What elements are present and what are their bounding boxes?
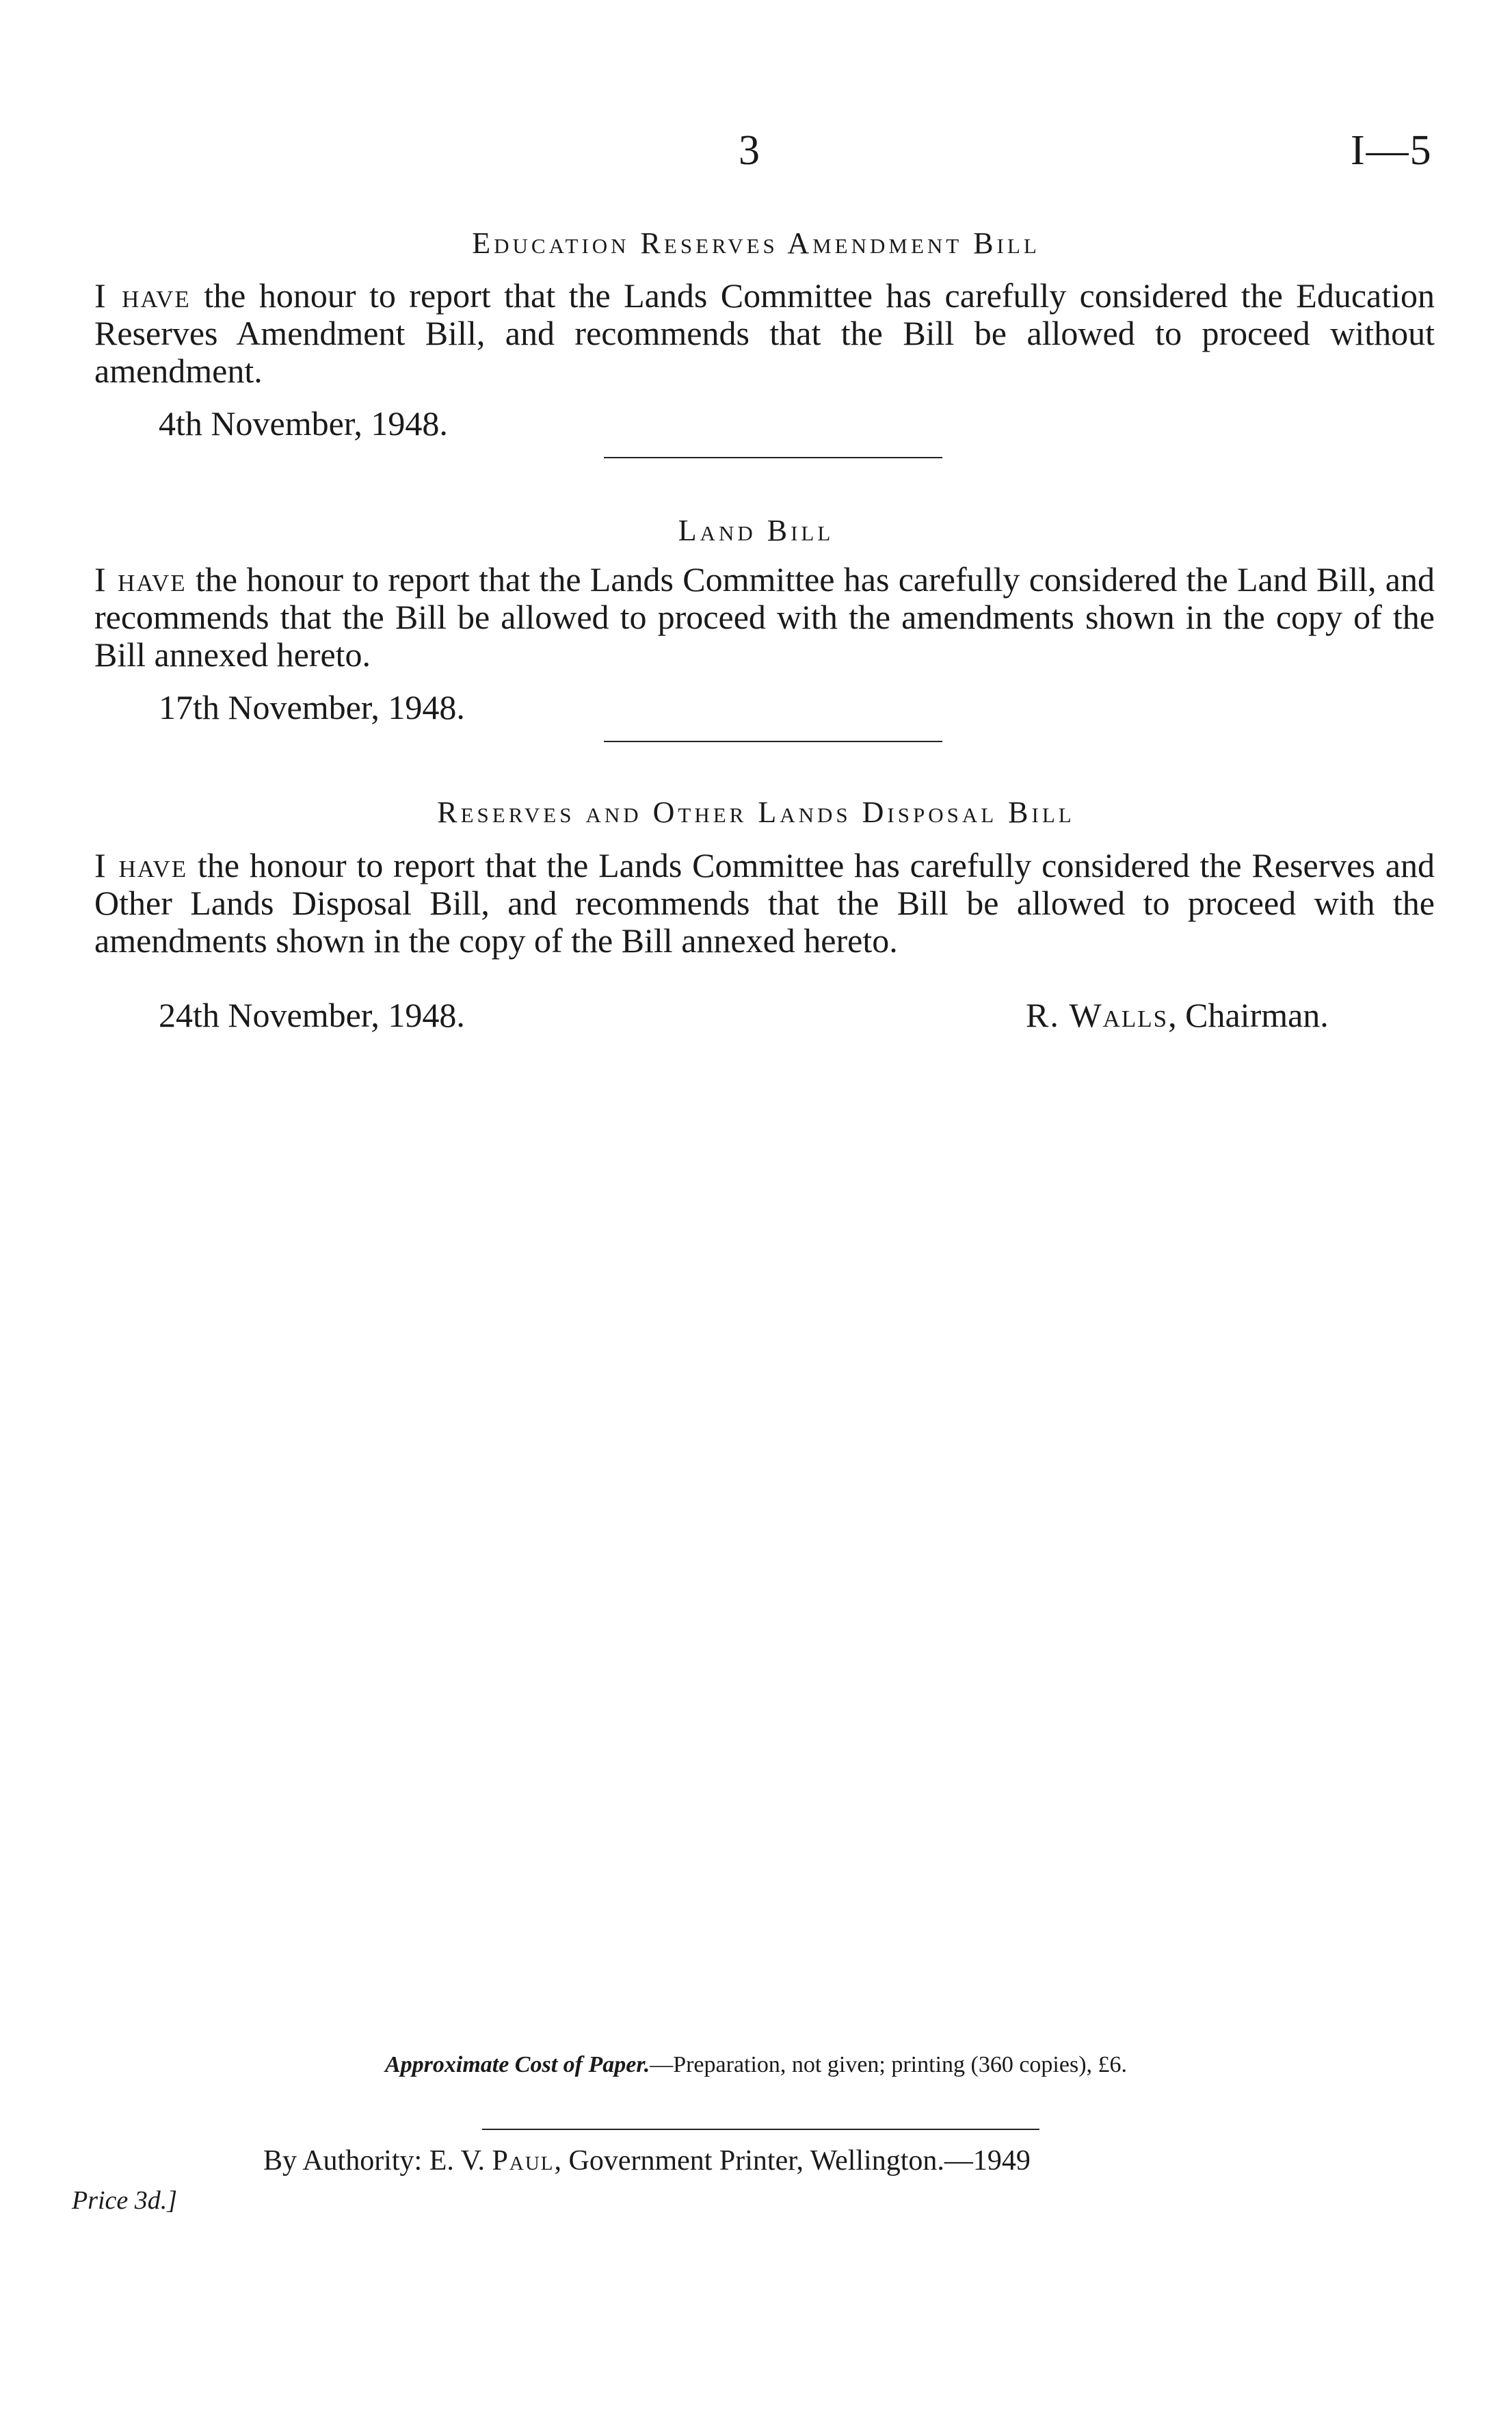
body-text: the honour to report that the Lands Committee has carefully considered the Land Bill, and recommends that the Bill be allowed to proceed with the amendments shown in the copy of the Bill annexed hereto. [94, 560, 1435, 674]
chairman-name: R. Walls [1026, 996, 1169, 1034]
footer-rule [482, 2129, 1039, 2130]
body-text: the honour to report that the Lands Committee has carefully considered the Reserves and Other Lands Disposal Bill, and recommends that the Bill be allowed to proceed with the amendments shown in the copy of the Bill annexed hereto. [94, 846, 1435, 960]
authority-prefix: By Authority: E. V. [263, 2145, 492, 2177]
date-education-reserves: 4th November, 1948. [159, 404, 448, 443]
authority-line [263, 2144, 1031, 2177]
cost-text: —Preparation, not given; printing (360 copies), £6. [650, 2052, 1128, 2077]
section-divider [604, 741, 942, 742]
cost-label: Approximate Cost of Paper. [384, 2052, 650, 2077]
lead-in: I have [94, 276, 191, 315]
page-number: 3 [739, 127, 760, 174]
authority-suffix: , Government Printer, Wellington.—1949 [554, 2145, 1031, 2177]
cost-of-paper-note [0, 2052, 1512, 2078]
section-heading-reserves-disposal: Reserves and Other Lands Disposal Bill [437, 796, 1075, 829]
printer-name: Paul [492, 2145, 555, 2177]
chairman-signature [1026, 995, 1329, 1035]
lead-in: I have [94, 560, 187, 599]
body-text: the honour to report that the Lands Committee has carefully considered the Education Reserves Amendment Bill, and recommends that the Bill be allowed to proceed without amendment. [94, 276, 1435, 390]
date-land-bill: 17th November, 1948. [159, 688, 465, 726]
paper-reference: I—5 [1351, 127, 1433, 174]
section-divider [604, 457, 942, 458]
price: Price 3d.] [72, 2186, 178, 2215]
section-body-land-bill [94, 561, 1435, 674]
chairman-title: , Chairman. [1168, 996, 1329, 1034]
section-heading-land-bill: Land Bill [678, 514, 834, 547]
section-body-reserves-disposal [94, 847, 1435, 960]
section-heading-education-reserves: Education Reserves Amendment Bill [472, 226, 1040, 260]
lead-in: I have [94, 846, 188, 884]
section-body-education-reserves [94, 277, 1435, 390]
date-reserves-disposal: 24th November, 1948. [159, 996, 465, 1034]
